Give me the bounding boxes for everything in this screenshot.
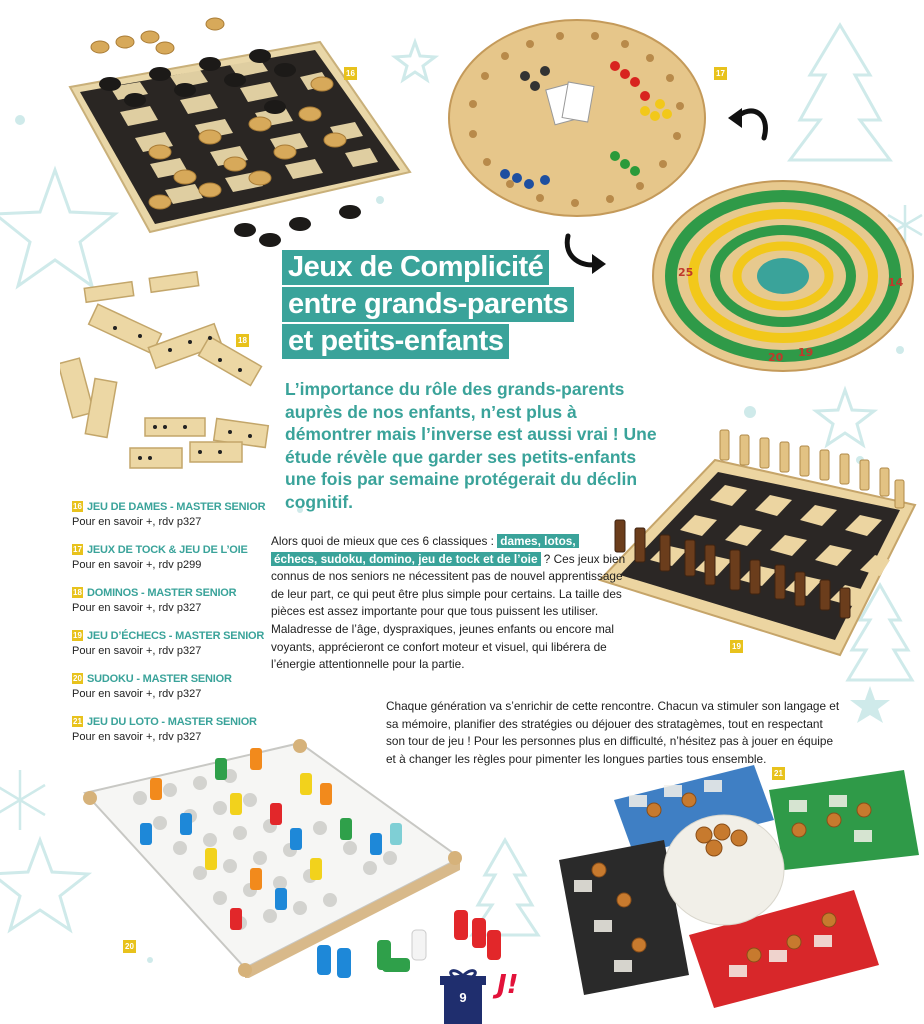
svg-text:14: 14 <box>888 276 904 289</box>
product-name: DOMINOS - MASTER SENIOR <box>87 587 237 599</box>
title-line-2: entre grands-parents <box>282 287 574 322</box>
product-item-19 <box>72 626 272 658</box>
product-reference: Pour en savoir +, rdv p299 <box>72 559 202 571</box>
checkers-board-photo <box>60 12 440 262</box>
product-name: SUDOKU - MASTER SENIOR <box>87 673 232 685</box>
body-intro: Alors quoi de mieux que ces 6 classiques : <box>271 534 494 548</box>
tree-decor-top-right <box>790 25 890 160</box>
title-line-3: et petits-enfants <box>282 324 509 359</box>
product-number: 16 <box>73 502 82 511</box>
product-reference: Pour en savoir +, rdv p327 <box>72 688 202 700</box>
photo-badge-19: 19 <box>730 640 743 653</box>
product-number: 17 <box>73 545 82 554</box>
chess-board-photo <box>590 410 920 660</box>
product-item-20 <box>72 669 272 701</box>
highlight-games-1: dames, lotos, <box>497 534 578 548</box>
product-number: 20 <box>73 674 82 683</box>
svg-text:25: 25 <box>678 266 694 279</box>
product-name: JEU DE DAMES - MASTER SENIOR <box>87 501 266 513</box>
product-name: JEUX DE TOCK & JEU DE L’OIE <box>87 544 248 556</box>
page-number: 9 <box>459 990 467 1005</box>
highlight-games-2: échecs, sudoku, domino, jeu de tock et de l’oie <box>271 552 541 566</box>
photo-badge-20: 20 <box>123 940 136 953</box>
product-name: JEU D’ÉCHECS - MASTER SENIOR <box>87 630 265 642</box>
photo-badge-21: 21 <box>772 767 785 780</box>
curved-arrow-icon <box>726 98 776 148</box>
photo-badge-17: 17 <box>714 67 727 80</box>
photo-badge-16: 16 <box>344 67 357 80</box>
filled-star-decor <box>850 686 890 723</box>
product-reference: Pour en savoir +, rdv p327 <box>72 602 202 614</box>
brand-logo: J! <box>497 970 519 1000</box>
product-number: 19 <box>73 631 82 640</box>
svg-text:19: 19 <box>798 346 814 359</box>
dominos-photo <box>60 270 280 470</box>
body-after-highlight: ? <box>540 551 551 566</box>
product-name: JEU DU LOTO - MASTER SENIOR <box>87 716 257 728</box>
svg-text:20: 20 <box>768 351 784 364</box>
body-rest: Ces jeux bien connus de nos seniors ne nécessitent pas de nouvel apprentissage de leur part, ce qui peut être plus simple pour certains. La taille des pièces est assez importante pour que tous puissent les utiliser. Maladresse de l’âge, dyspraxiques, jeunes enfants ou encore mal voyants, apprécieront ce confort moteur et visuel, qui libérera de l’énergie attentionnelle pour la partie. <box>271 551 626 672</box>
goose-game-board-photo <box>648 176 918 376</box>
product-number: 21 <box>73 717 82 726</box>
snowflake-decor <box>0 770 45 830</box>
lead-paragraph: L’importance du rôle des grands-parents auprès de nos enfants, n’est plus à démontrer mais l’inverse est aussi vrai ! Une étude révèle que garder ses petits-enfants une fois par semaine protégerait du déclin cognitif. <box>285 379 657 512</box>
product-number: 18 <box>73 588 82 597</box>
product-reference: Pour en savoir +, rdv p327 <box>72 645 202 657</box>
product-item-18 <box>72 583 272 615</box>
body-paragraph-1 <box>271 533 631 674</box>
product-reference: Pour en savoir +, rdv p327 <box>72 731 202 743</box>
page-title <box>282 250 612 361</box>
product-item-16 <box>72 497 272 529</box>
product-item-17 <box>72 540 272 572</box>
loto-game-photo <box>554 760 924 1010</box>
body-paragraph-2: Chaque génération va s’enrichir de cette rencontre. Chacun va stimuler son langage et sa mémoire, planifier des stratégies ou déjouer des stratagèmes, tout en respectant son tour de jeu ! Pour les personnes plus en difficulté, n’hésitez pas à jouer en équipe et à changer les règles pour pimenter les longues parties tous ensemble. <box>386 699 840 766</box>
photo-badge-18: 18 <box>236 334 249 347</box>
product-reference: Pour en savoir +, rdv p327 <box>72 516 202 528</box>
title-line-1: Jeux de Complicité <box>282 250 549 285</box>
